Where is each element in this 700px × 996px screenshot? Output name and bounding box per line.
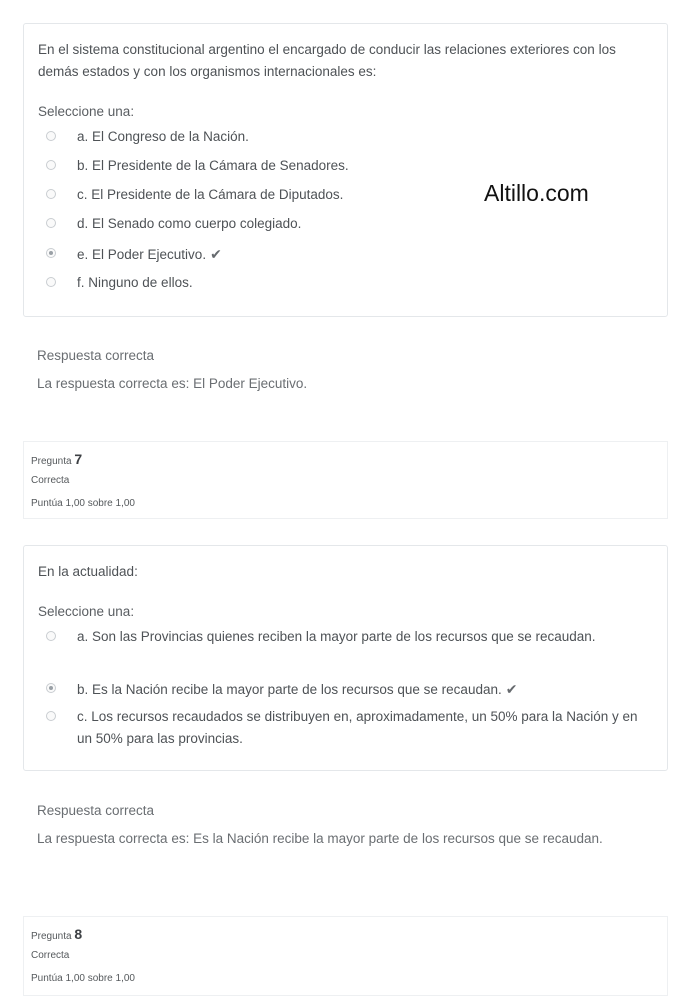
question-state: Correcta xyxy=(31,475,70,486)
watermark: Altillo.com xyxy=(484,180,589,206)
option-c[interactable] xyxy=(38,706,650,750)
question-6-box xyxy=(23,23,668,317)
option-b-label: b. Es la Nación recibe la mayor parte de los recursos que se recaudan. xyxy=(77,682,502,697)
radio-button[interactable] xyxy=(46,631,56,641)
option-b[interactable] xyxy=(38,678,650,701)
question-grade: Puntúa 1,00 sobre 1,00 xyxy=(31,973,135,984)
option-a-label: a. El Congreso de la Nación. xyxy=(77,129,249,144)
question-7-info xyxy=(23,441,668,519)
radio-button[interactable] xyxy=(46,218,56,228)
option-c-label: c. Los recursos recaudados se distribuyen en, aproximadamente, un 50% para la Nación y en un 50% para las provincias. xyxy=(77,709,638,746)
option-a-label: a. Son las Provincias quienes reciben la mayor parte de los recursos que se recaudan. xyxy=(77,629,596,644)
question-7-text: En la actualidad: xyxy=(38,564,138,579)
question-6-prompt: Seleccione una: xyxy=(38,104,135,119)
radio-button[interactable] xyxy=(46,277,56,287)
radio-button[interactable] xyxy=(46,711,56,721)
option-b[interactable] xyxy=(38,155,650,177)
option-a[interactable] xyxy=(38,126,650,148)
question-7-box xyxy=(23,545,668,771)
option-c-label: c. El Presidente de la Cámara de Diputados. xyxy=(77,187,344,202)
option-f[interactable] xyxy=(38,272,650,294)
question-7-feedback-answer: La respuesta correcta es: Es la Nación recibe la mayor parte de los recursos que se recaudan. xyxy=(37,831,603,846)
question-7-prompt: Seleccione una: xyxy=(38,604,135,619)
question-grade: Puntúa 1,00 sobre 1,00 xyxy=(31,498,135,509)
question-number: 7 xyxy=(74,451,83,467)
question-label: Pregunta xyxy=(31,931,72,942)
option-a[interactable] xyxy=(38,626,650,648)
radio-button[interactable] xyxy=(46,160,56,170)
option-e-label: e. El Poder Ejecutivo. xyxy=(77,247,207,262)
option-d[interactable] xyxy=(38,213,650,235)
radio-button[interactable] xyxy=(46,189,56,199)
question-6-feedback-answer: La respuesta correcta es: El Poder Ejecutivo. xyxy=(37,376,308,391)
question-number: 8 xyxy=(74,926,83,942)
radio-button[interactable] xyxy=(46,131,56,141)
radio-button-selected[interactable] xyxy=(46,683,56,693)
option-d-label: d. El Senado como cuerpo colegiado. xyxy=(77,216,302,231)
question-6-text: En el sistema constitucional argentino el encargado de conducir las relaciones exteriores con los demás estados y con los organismos internacionales es: xyxy=(38,42,616,79)
option-b-label: b. El Presidente de la Cámara de Senadores. xyxy=(77,158,349,173)
option-f-label: f. Ninguno de ellos. xyxy=(77,275,193,290)
question-8-info xyxy=(23,916,668,996)
question-6-feedback-status: Respuesta correcta xyxy=(37,348,155,363)
question-label: Pregunta xyxy=(31,456,72,467)
question-7-feedback-status: Respuesta correcta xyxy=(37,803,155,818)
radio-button-selected[interactable] xyxy=(46,248,56,258)
checkmark-icon: ✔ xyxy=(505,681,518,697)
question-state: Correcta xyxy=(31,950,70,961)
option-e[interactable] xyxy=(38,243,650,266)
checkmark-icon: ✔ xyxy=(210,246,222,262)
